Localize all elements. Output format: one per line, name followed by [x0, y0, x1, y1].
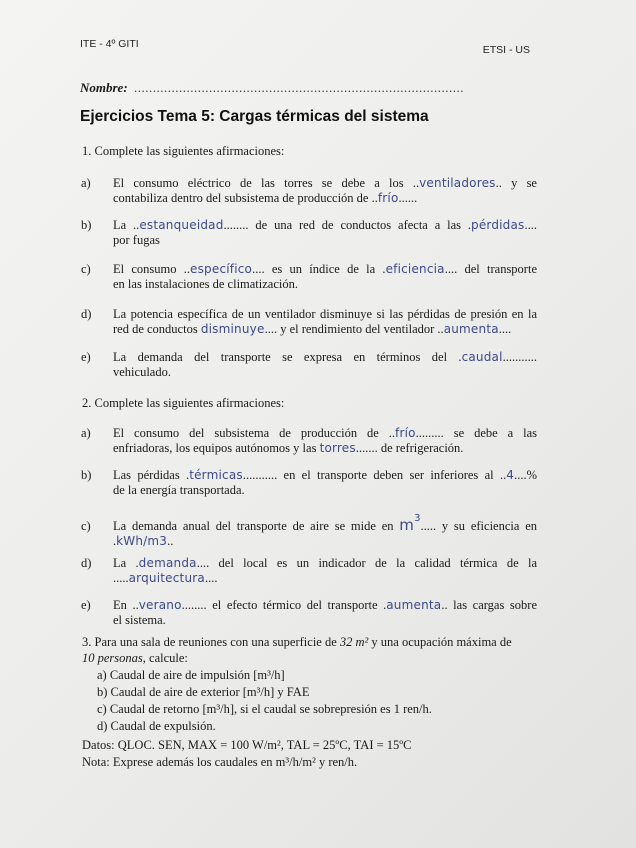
handwritten-answer: m: [399, 516, 415, 534]
s3-item-b: b) Caudal de aire de exterior [m³/h] y FAE: [97, 685, 310, 699]
handwritten-answer: frío: [377, 191, 399, 205]
handwritten-answer: kWh/m3: [116, 534, 168, 548]
s1-item-c: c) El consumo ..específico.... es un índice de la .eficiencia.... del transporte en las instalaciones de climatización.: [81, 262, 537, 291]
s1-item-d: d) La potencia específica de un ventilador disminuye si las pérdidas de presión en la red de conductos disminuye.... y el rendimiento del ventilador ..aumenta....: [81, 307, 537, 336]
course-label: ITE - 4º GITI: [80, 38, 139, 50]
s1-item-b: b) La ..estanqueidad........ de una red de conductos afecta a las .pérdidas.... por fugas: [81, 218, 537, 247]
handwritten-answer: eficiencia: [385, 262, 445, 276]
school-label: ETSI - US: [482, 44, 530, 56]
handwritten-answer: arquitectura: [128, 571, 205, 585]
handwritten-answer: demanda: [138, 556, 197, 570]
s1-item-e: e) La demanda del transporte se expresa en términos del .caudal........... vehiculado.: [81, 350, 537, 379]
section1-heading: 1. Complete las siguientes afirmaciones:: [82, 144, 285, 158]
section3-statement: 3. Para una sala de reuniones con una superficie de 32 m² y una ocupación máxima de 10 personas, calcule:: [82, 635, 512, 665]
handwritten-answer: torres: [319, 441, 356, 455]
handwritten-answer: disminuye: [200, 322, 265, 336]
handwritten-answer: caudal: [461, 350, 503, 364]
name-field-dots: ........................................................................................: [134, 80, 464, 95]
handwritten-answer: térmicas: [189, 468, 243, 482]
s2-item-a: a) El consumo del subsistema de producción de ..frío......... se debe a las enfriadoras, los equipos autónomos y las torres....... de refrigeración.: [81, 426, 537, 455]
handwritten-answer: frío: [395, 426, 416, 440]
s3-item-a: a) Caudal de aire de impulsión [m³/h]: [97, 668, 285, 682]
handwritten-answer: aumenta: [386, 598, 442, 612]
handwritten-answer: aumenta: [443, 322, 499, 336]
name-label: Nombre:: [80, 80, 128, 95]
handwritten-answer: 4: [506, 468, 515, 482]
s3-item-d: d) Caudal de expulsión.: [97, 719, 216, 733]
section2-heading: 2. Complete las siguientes afirmaciones:: [82, 396, 285, 410]
note-line: Nota: Exprese además los caudales en m³/h/m² y ren/h.: [82, 755, 358, 769]
s2-item-d: d) La .demanda.... del local es un indicador de la calidad térmica de la .....arquitectura....: [81, 556, 537, 585]
s2-item-c: c) La demanda anual del transporte de aire se mide en $m^3$..... y su eficiencia en .kWh/m3..: [81, 513, 537, 548]
handwritten-answer: específico: [190, 262, 253, 276]
s2-item-b: b) Las pérdidas .térmicas........... en el transporte deben ser inferiores al ..4....% de la energía transportada.: [81, 468, 537, 497]
page-title: Ejercicios Tema 5: Cargas térmicas del sistema: [80, 108, 429, 125]
handwritten-answer: estanqueidad: [139, 218, 224, 232]
handwritten-answer: pérdidas: [471, 218, 525, 232]
s1-item-a: a) El consumo eléctrico de las torres se debe a los ..ventiladores.. y se contabiliza dentro del subsistema de producción de ..frío......: [81, 176, 537, 205]
handwritten-answer: ventiladores: [419, 176, 496, 190]
s3-item-c: c) Caudal de retorno [m³/h], si el caudal se sobrepresión es 1 ren/h.: [97, 702, 432, 716]
handwritten-answer: verano: [138, 598, 182, 612]
s2-item-e: e) En ..verano........ el efecto térmico del transporte .aumenta.. las cargas sobre el sistema.: [81, 598, 537, 627]
data-line: Datos: QLOC. SEN, MAX = 100 W/m², TAL = 25ºC, TAI = 15ºC: [82, 738, 412, 752]
